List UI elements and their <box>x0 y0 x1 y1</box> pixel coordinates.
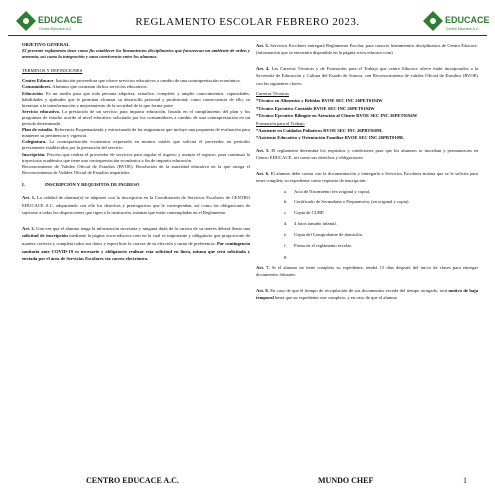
article-5 <box>256 147 478 162</box>
article-1 <box>22 194 250 217</box>
definition-term: Educación <box>22 90 43 96</box>
article-label: Art. 2. <box>22 225 35 231</box>
article-7 <box>256 264 478 279</box>
section-heading <box>22 182 250 188</box>
article-label: Art. 5. <box>256 147 270 153</box>
list-item: c. Copia de CURP. <box>284 210 325 216</box>
document-title: REGLAMENTO ESCOLAR FEBRERO 2023. <box>135 16 360 28</box>
definition-text: . Institución proveedora que ofrece servicios educativos a cambio de una contraprestación económica. <box>53 78 241 84</box>
definition <box>22 152 250 164</box>
logo-sub-left: Centro Educace A.C. <box>39 27 73 31</box>
carreras-heading: Carreras Técnicas <box>256 91 289 97</box>
terms-heading: TERMINOS Y DEFINICIONES <box>22 68 83 74</box>
definition-text: La contraprestación económica expresada en montos totales que solicita el proveedor en periodos previamente establecidos por la prestación del servicio. <box>22 139 250 151</box>
article-text: Servicios Escolares entregará Reglamento Escolar, para conocer lineamientos disciplinarios de Centro Educace. (información que se encuentra disponible en la página www.educace.com) <box>256 43 478 56</box>
section-title: INSCRIPCIÓN Y REQUISITOS DE INGRESO <box>44 181 140 187</box>
definition <box>22 164 250 176</box>
educace-logo-right <box>421 8 490 34</box>
list-item: g. <box>284 253 288 259</box>
definition-text: La prestación de un servicio para impartir educación, basado en el cumplimiento del plan y los programas de estudio acorde al nivel educativo solicitado por los consumidores a cambio de una contraprestación en un periodo determinado. <box>22 108 250 127</box>
definition-text: Referencia Esquematizada y estructurada de las asignaturas que incluye una propuesta de evaluación para mantener su pertinencia y vigencia. <box>22 127 251 139</box>
rvoe-item: *Asistente en Cuidados Paliativos RVOE SEC INC 26PBT0109L <box>256 128 383 134</box>
article-6 <box>256 170 478 185</box>
article-text: mediante la página www.educace.com en la cual es importante y obligatorio que proporcione de manera correcta y completa todos sus datos y especificar la carrera de su elección y turno de preferencia. <box>22 233 250 246</box>
definition-text: . Es un medio para que toda persona adquiera, actualice, complete, y amplíe conocimientos, capacidades, habilidades y aptitudes que le permitan alcanzar su desarrollo personal y profesional; como consecuencia de ello, su bienestar a la transformación y mejoramiento de la sociedad de la que forma parte. <box>22 90 250 108</box>
article-label: Art. 3. <box>256 43 269 48</box>
footer-program: MUNDO CHEF <box>318 476 374 485</box>
article-label: Art. 1. <box>22 194 36 200</box>
definition <box>22 91 250 109</box>
list-item: f. Firma en el reglamento escolar. <box>284 243 352 249</box>
list-item: d. 4 fotos tamaño infantil. <box>284 221 337 227</box>
definition-term: Plan de estudio. <box>22 127 54 133</box>
article-text: La calidad de alumno(a) se adquiere con la inscripción en la Coordinación de Servicios Escolares de CENTRO EDUCACE A.C. adquiriendo con ello los derechos y prerrogativas que le correspondan, así como las obligaciones de sujetarse a todas las disposiciones que rigen a la institución, mismas que están contempladas en el Reglamento. <box>22 194 250 216</box>
article-text: El alumno debe contar con la documentación y entregarla a Servicios Escolares misma que se le solicita para tener completo su expediente como requisito de inscripción: <box>256 170 478 184</box>
article-text: Si el alumno no tiene completo su expediente, tendrá 15 días después del inicio de clases para entregar documentos faltantes. <box>256 264 478 278</box>
article-label: Art. 6. <box>256 170 270 176</box>
article-text: En caso de que el tiempo de recopilación de sus documentos exceda del tiempo otorgado, será <box>268 287 449 293</box>
document-list <box>284 188 478 261</box>
article-text: Una vez que el alumno tenga la información necesaria y ninguna duda de la carrera de su interés deberá llenar una <box>34 225 250 231</box>
definition-text: Reconocimiento de Validez Oficial de Estudios (RVOE). Resolución de la autoridad educativa en la que otorga el Reconocimiento de Validez Oficial de Estudios impartidos <box>22 163 250 175</box>
list-item: e. Copia del Comprobante de domicilio. <box>284 232 364 238</box>
article-text: hasta que su expediente este completo, y en caso de que el alumno <box>273 295 398 301</box>
formacion-heading: Formación para el Trabajo <box>256 120 305 126</box>
article-text: Las Carreras Técnicas y de Formación para el Trabajo que centro Educace ofrece están incorporados a la Secretaría de Educación y Cultura del Estado de Sonora, con Reconocimiento de validez Oficial de Estudios (RVOE) con las siguientes claves: <box>256 65 478 86</box>
article-8 <box>256 287 478 302</box>
article-emphasis: solicitud de inscripción <box>22 233 68 239</box>
definition <box>22 127 250 139</box>
definition-term: Inscripción. <box>22 151 46 157</box>
logo-sub-right: Centro Educace A.C. <box>446 27 480 31</box>
rvoe-item: *Técnico Ejecutivo Contable RVOE SEC INC 26PET0194W <box>256 105 375 111</box>
rvoe-item: *Técnico Ejecutivo Bilingüe en Atención al Cliente RVOE SEC INC 26PET0194W <box>256 113 418 119</box>
definition-term: Colegiatura. <box>22 139 47 145</box>
rvoe-item: *Técnico en Alimentos y Bebidas RVOE SEC INC 26PET0194W <box>256 98 383 104</box>
objetivo-heading: OBJETIVO GENERAL <box>22 42 70 47</box>
article-label: Art. 8. <box>256 287 269 293</box>
article-emphasis: motivo de baja temporal <box>256 287 479 301</box>
definition-text: Proceso que realiza el proveedor de servicios para regular el ingreso y asentar el registro, para continuar la trayectoria académica que tiene una contraprestación económica a fin de impartir educación. <box>22 151 250 163</box>
definition-term: Consumidores. <box>22 84 52 90</box>
article-2 <box>22 225 250 263</box>
right-column <box>256 42 478 304</box>
article-label: Art. 4. <box>256 65 270 71</box>
article-4 <box>256 65 478 87</box>
definition-term: Centro Educace <box>22 78 54 84</box>
definition <box>22 139 250 151</box>
footer-org: CENTRO EDUCACE A.C. <box>86 476 179 485</box>
page-header <box>8 6 490 36</box>
article-emphasis: Por contingencia sanitaria ante COVID-19 es necesario y obligatorio realizar esta solicitud en línea, misma que será solicitada y enviada por el área de Servicios Escolares vía correo electrónico. <box>22 240 250 262</box>
article-3 <box>256 42 478 57</box>
left-column <box>22 42 250 266</box>
logo-text-right: EDUCACE <box>445 15 490 25</box>
page-number: 1 <box>463 476 467 485</box>
list-item: a. Acta de Nacimiento (en original y copia). <box>284 188 371 194</box>
logo-text-left: EDUCACE <box>38 15 83 25</box>
definition-term: Servicio educativo. <box>22 108 60 114</box>
article-text: El reglamento determina los requisitos y condiciones para que los alumnos se inscriban y permanezcan en Centro EDUCACE, así como sus derechos y obligaciones. <box>256 147 478 161</box>
objetivo-text: El presente reglamento tiene como fin establecer los lineamientos disciplinarios que favorezcan un ambiente de orden y armonía, así como la integración y sana convivencia entre los alumnos. <box>22 48 250 60</box>
section-number: I. <box>22 181 25 187</box>
rvoe-item: *Asistente Educativo y Orientación Familiar RVOE SEC INC 26PBT0109L <box>256 135 405 141</box>
article-label: Art. 7. <box>256 264 270 270</box>
list-item: b. Certificado de Secundaria o Preparatoria, (en original y copia). <box>284 199 410 205</box>
definition-text: Alumnos que contratan dichos servicios educativos. <box>51 84 148 90</box>
educace-logo-left <box>14 8 83 34</box>
definition <box>22 109 250 127</box>
